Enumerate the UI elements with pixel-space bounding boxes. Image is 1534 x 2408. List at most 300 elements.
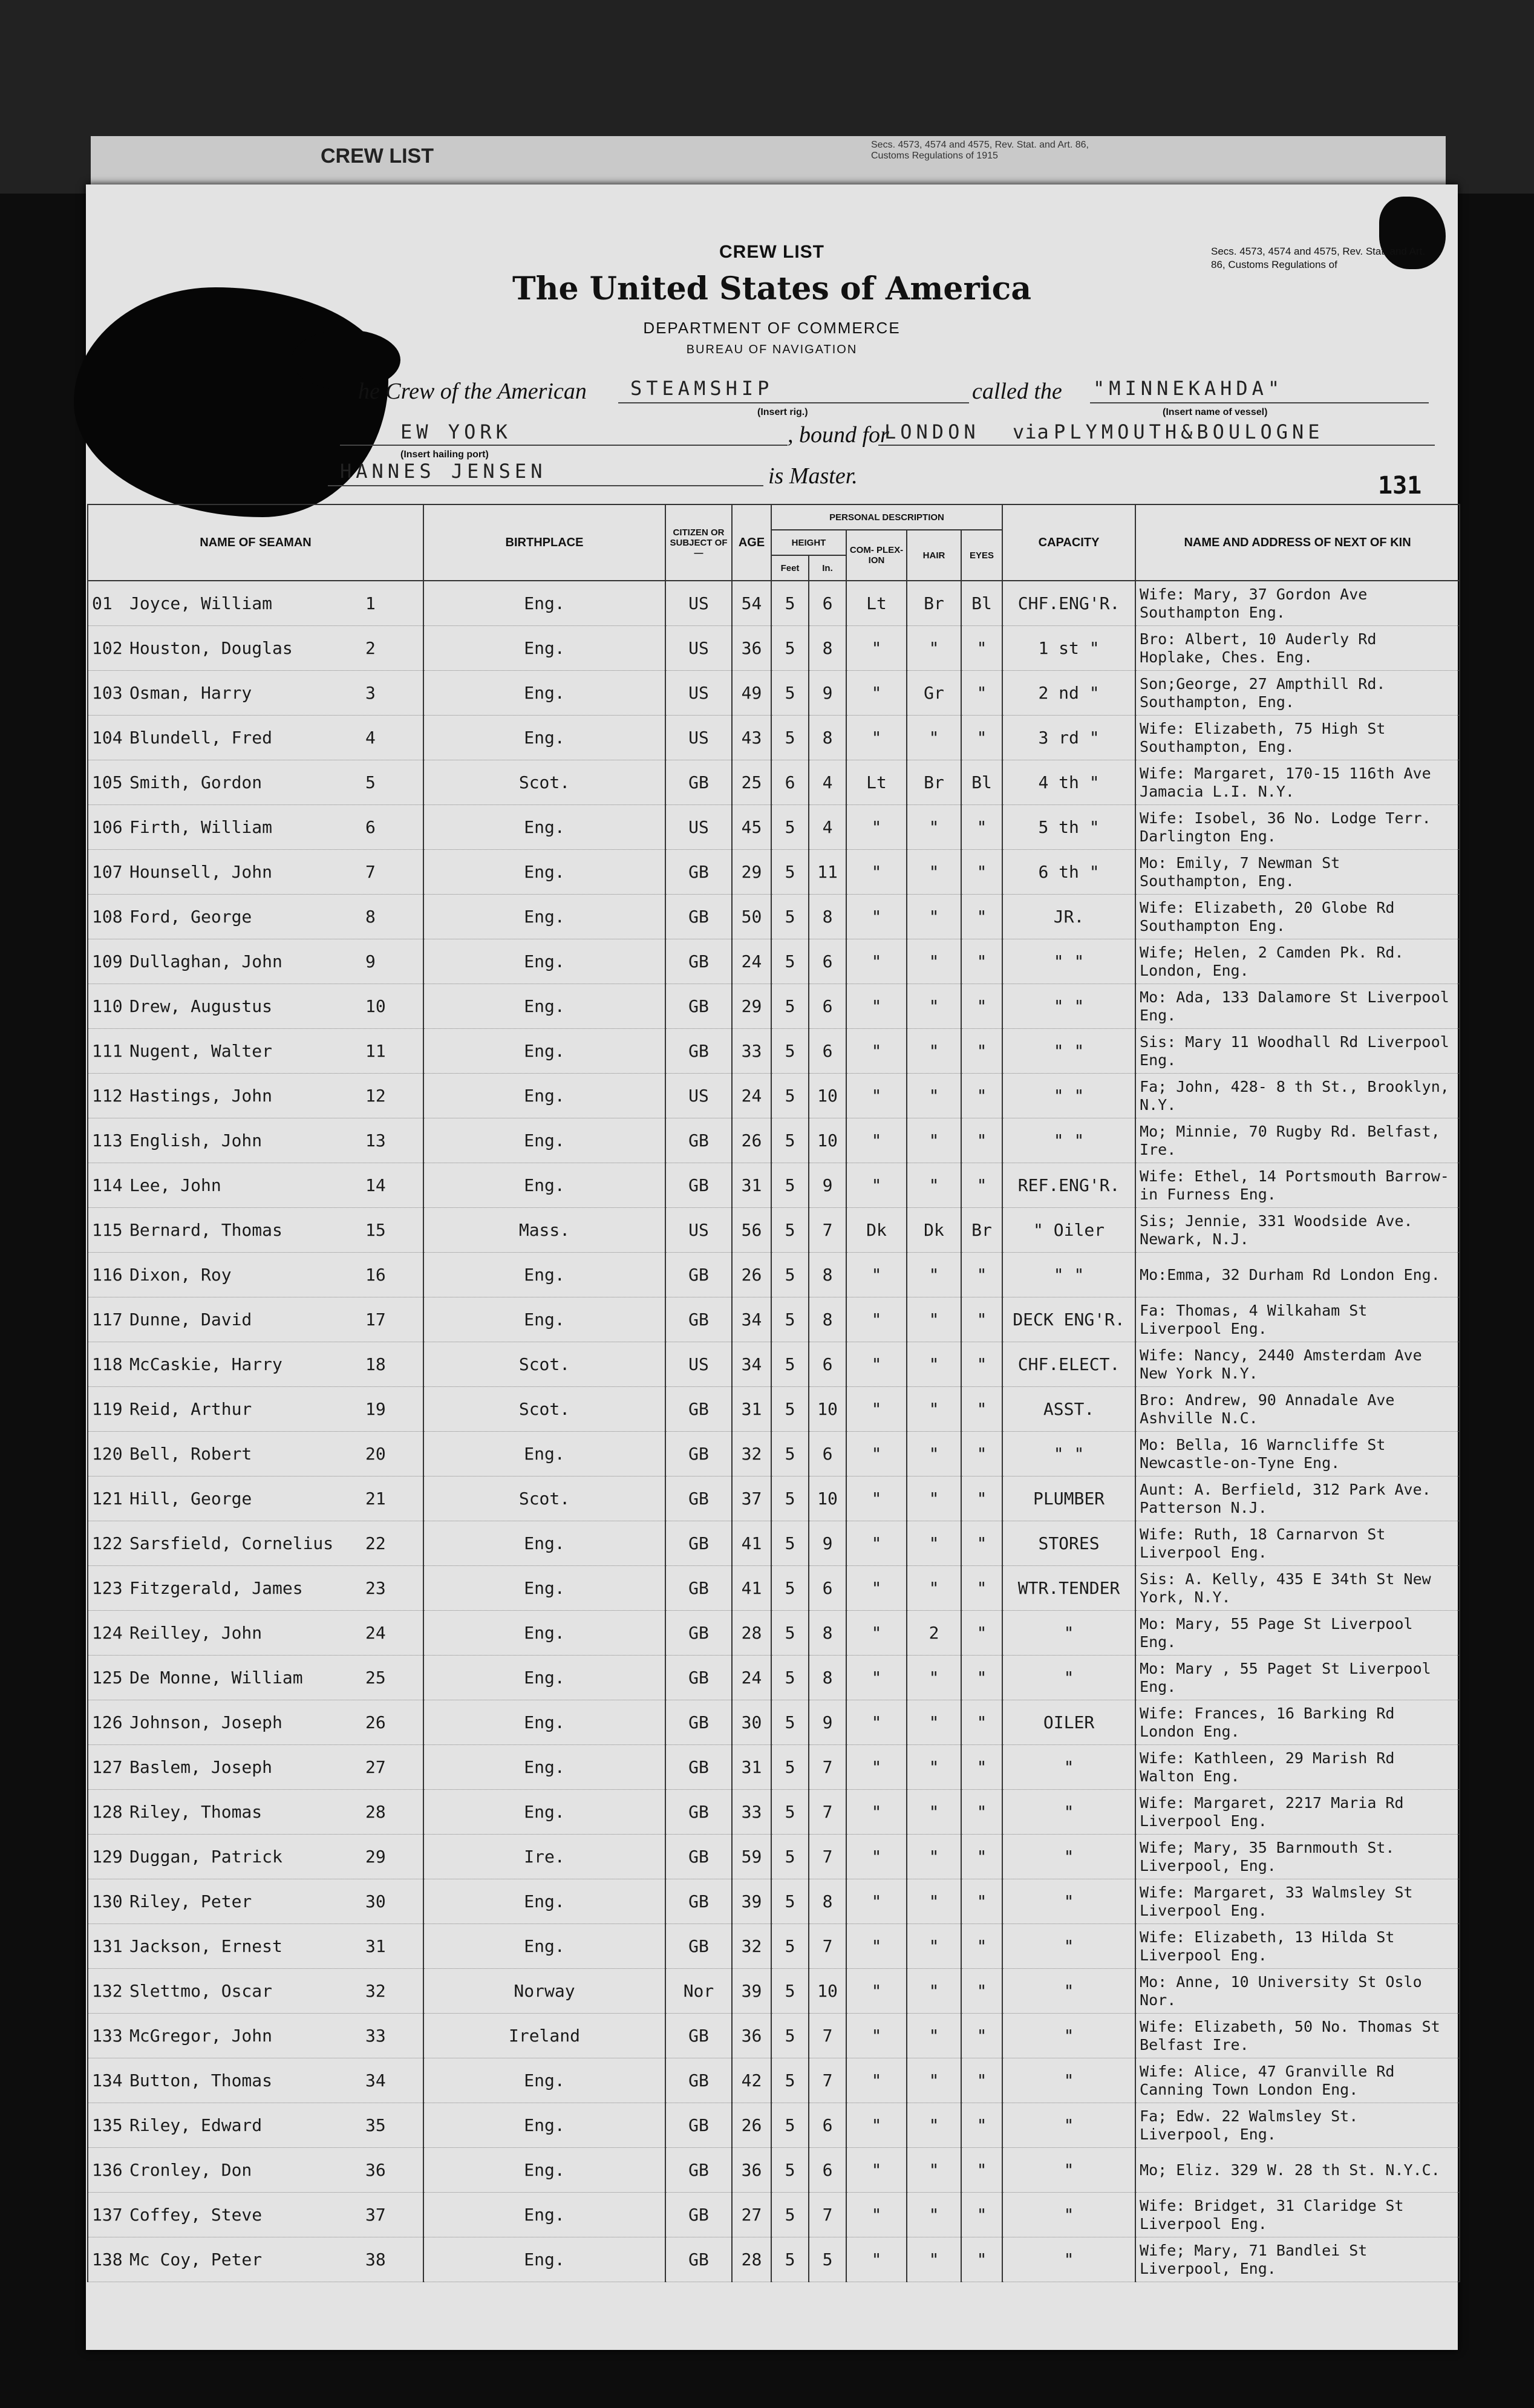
crew-age: 59	[732, 1835, 771, 1879]
crew-eyes: "	[961, 1118, 1002, 1163]
table-row	[88, 1611, 1460, 1656]
crew-citizen: GB	[665, 2058, 732, 2103]
crew-name	[88, 2014, 423, 2058]
crew-seq: 12	[365, 1086, 386, 1106]
crew-id: 135	[92, 2115, 123, 2135]
crew-name-text: Drew, Augustus	[129, 996, 273, 1016]
crew-id: 109	[92, 951, 123, 971]
crew-age: 26	[732, 2103, 771, 2148]
table-row	[88, 1879, 1460, 1924]
crew-seq: 10	[365, 996, 386, 1016]
crew-citizen: GB	[665, 1879, 732, 1924]
crew-height-inches: 8	[809, 1297, 846, 1342]
table-row	[88, 1029, 1460, 1074]
crew-name	[88, 1656, 423, 1700]
crew-citizen: US	[665, 671, 732, 716]
crew-height-inches: 6	[809, 581, 846, 626]
crew-height-inches: 8	[809, 1611, 846, 1656]
crew-next-of-kin: Mo; Minnie, 70 Rugby Rd. Belfast, Ire.	[1135, 1118, 1460, 1163]
crew-citizen: GB	[665, 850, 732, 895]
crew-next-of-kin: Mo: Mary , 55 Paget St Liverpool Eng.	[1135, 1656, 1460, 1700]
table-row	[88, 2014, 1460, 2058]
crew-complexion: "	[846, 1566, 907, 1611]
crew-id: 113	[92, 1131, 123, 1150]
crew-name-text: Hounsell, John	[129, 862, 273, 882]
crew-id: 130	[92, 1891, 123, 1911]
crew-seq: 21	[365, 1489, 386, 1509]
crew-name	[88, 1297, 423, 1342]
crew-age: 24	[732, 939, 771, 984]
table-row	[88, 805, 1460, 850]
page-number: 131	[1378, 472, 1422, 500]
crew-birthplace: Eng.	[423, 1432, 665, 1476]
crew-eyes: Bl	[961, 760, 1002, 805]
crew-name	[88, 760, 423, 805]
crew-id: 121	[92, 1489, 123, 1509]
header-height: HEIGHT	[771, 530, 846, 555]
crew-height-feet: 5	[771, 1969, 809, 2014]
table-row	[88, 1656, 1460, 1700]
crew-seq: 14	[365, 1175, 386, 1195]
crew-hair: "	[907, 1700, 961, 1745]
crew-capacity: " "	[1002, 939, 1135, 984]
crew-height-inches: 7	[809, 2193, 846, 2237]
crew-name	[88, 1700, 423, 1745]
crew-age: 49	[732, 671, 771, 716]
crew-citizen: GB	[665, 2103, 732, 2148]
crew-height-inches: 8	[809, 1656, 846, 1700]
crew-age: 34	[732, 1297, 771, 1342]
crew-height-feet: 5	[771, 716, 809, 760]
crew-seq: 11	[365, 1041, 386, 1061]
crew-hair: "	[907, 1656, 961, 1700]
crew-birthplace: Eng.	[423, 1297, 665, 1342]
crew-birthplace: Ireland	[423, 2014, 665, 2058]
crew-capacity: CHF.ELECT.	[1002, 1342, 1135, 1387]
crew-name	[88, 850, 423, 895]
crew-name-text: Riley, Peter	[129, 1891, 252, 1911]
crew-name	[88, 1432, 423, 1476]
crew-complexion: "	[846, 2103, 907, 2148]
crew-birthplace: Eng.	[423, 895, 665, 939]
crew-age: 29	[732, 984, 771, 1029]
crew-capacity: 6 th "	[1002, 850, 1135, 895]
statute-reference: Secs. 4573, 4574 and 4575, Rev. Stat. and Art. 86, Customs Regulations of	[1211, 246, 1426, 270]
crew-id: 01	[92, 593, 113, 613]
crew-next-of-kin: Sis: A. Kelly, 435 E 34th St New York, N.Y.	[1135, 1566, 1460, 1611]
crew-name	[88, 1924, 423, 1969]
crew-complexion: "	[846, 895, 907, 939]
crew-eyes: "	[961, 2014, 1002, 2058]
crew-height-inches: 8	[809, 716, 846, 760]
crew-birthplace: Eng.	[423, 1700, 665, 1745]
crew-eyes: "	[961, 1745, 1002, 1790]
table-row	[88, 1342, 1460, 1387]
crew-complexion: "	[846, 1297, 907, 1342]
crew-next-of-kin: Wife; Mary, 35 Barnmouth St. Liverpool, Eng.	[1135, 1835, 1460, 1879]
crew-citizen: GB	[665, 1476, 732, 1521]
crew-citizen: GB	[665, 1745, 732, 1790]
crew-citizen: GB	[665, 1297, 732, 1342]
crew-height-inches: 10	[809, 1074, 846, 1118]
crew-birthplace: Eng.	[423, 2193, 665, 2237]
crew-name	[88, 1566, 423, 1611]
crew-capacity: "	[1002, 1656, 1135, 1700]
crew-next-of-kin: Mo; Eliz. 329 W. 28 th St. N.Y.C.	[1135, 2148, 1460, 2193]
crew-name-text: McCaskie, Harry	[129, 1354, 282, 1374]
vessel-underline	[1090, 402, 1429, 403]
crew-id: 112	[92, 1086, 123, 1106]
crew-seq: 34	[365, 2070, 386, 2090]
vessel-value: "MINNEKAHDA"	[1093, 377, 1284, 400]
crew-name	[88, 1611, 423, 1656]
crew-complexion: "	[846, 1432, 907, 1476]
crew-capacity: STORES	[1002, 1521, 1135, 1566]
crew-name-text: Smith, Gordon	[129, 772, 263, 792]
table-row	[88, 1969, 1460, 2014]
film-strip-background	[0, 0, 1534, 194]
crew-height-inches: 8	[809, 1253, 846, 1297]
crew-name	[88, 2193, 423, 2237]
crew-next-of-kin: Sis: Mary 11 Woodhall Rd Liverpool Eng.	[1135, 1029, 1460, 1074]
crew-capacity: DECK ENG'R.	[1002, 1297, 1135, 1342]
crew-birthplace: Eng.	[423, 939, 665, 984]
crew-name-text: Reid, Arthur	[129, 1399, 252, 1419]
crew-capacity: " "	[1002, 1253, 1135, 1297]
crew-citizen: US	[665, 1342, 732, 1387]
crew-height-inches: 6	[809, 2148, 846, 2193]
crew-hair: "	[907, 1879, 961, 1924]
crew-height-inches: 8	[809, 626, 846, 671]
crew-citizen: US	[665, 626, 732, 671]
crew-height-feet: 5	[771, 1118, 809, 1163]
crew-citizen: GB	[665, 2237, 732, 2282]
table-row	[88, 626, 1460, 671]
crew-birthplace: Eng.	[423, 581, 665, 626]
crew-next-of-kin: Aunt: A. Berfield, 312 Park Ave. Patterson N.J.	[1135, 1476, 1460, 1521]
crew-birthplace: Eng.	[423, 2058, 665, 2103]
port-value: EW YORK	[400, 420, 512, 443]
crew-name-text: Riley, Thomas	[129, 1802, 263, 1822]
crew-seq: 30	[365, 1891, 386, 1911]
crew-hair: "	[907, 984, 961, 1029]
crew-name	[88, 1521, 423, 1566]
crew-age: 56	[732, 1208, 771, 1253]
crew-name	[88, 1029, 423, 1074]
crew-height-feet: 5	[771, 626, 809, 671]
crew-capacity: " "	[1002, 1118, 1135, 1163]
crew-next-of-kin: Wife: Elizabeth, 13 Hilda St Liverpool Eng.	[1135, 1924, 1460, 1969]
crew-height-feet: 5	[771, 2103, 809, 2148]
crew-age: 26	[732, 1118, 771, 1163]
crew-seq: 1	[365, 593, 376, 613]
crew-eyes: "	[961, 1074, 1002, 1118]
crew-hair: "	[907, 1476, 961, 1521]
crew-hair: "	[907, 2237, 961, 2282]
crew-list-sheet	[86, 184, 1458, 2350]
crew-name	[88, 939, 423, 984]
crew-capacity: "	[1002, 1879, 1135, 1924]
crew-complexion: "	[846, 850, 907, 895]
strip-crew-list-label: CREW LIST	[321, 145, 434, 168]
crew-name-text: Dixon, Roy	[129, 1265, 232, 1285]
crew-age: 39	[732, 1879, 771, 1924]
crew-birthplace: Eng.	[423, 2103, 665, 2148]
crew-id: 106	[92, 817, 123, 837]
crew-name-text: Duggan, Patrick	[129, 1847, 282, 1867]
table-row	[88, 581, 1460, 626]
crew-age: 41	[732, 1521, 771, 1566]
crew-name-text: Joyce, William	[129, 593, 273, 613]
crew-hair: "	[907, 1924, 961, 1969]
crew-citizen: GB	[665, 895, 732, 939]
crew-complexion: "	[846, 1745, 907, 1790]
crew-name-text: McGregor, John	[129, 2026, 273, 2046]
crew-citizen: GB	[665, 939, 732, 984]
crew-complexion: "	[846, 1611, 907, 1656]
crew-birthplace: Eng.	[423, 2148, 665, 2193]
crew-citizen: GB	[665, 1656, 732, 1700]
department-heading: DEPARTMENT OF COMMERCE	[643, 319, 901, 337]
crew-age: 29	[732, 850, 771, 895]
crew-height-feet: 5	[771, 1029, 809, 1074]
crew-height-inches: 6	[809, 939, 846, 984]
crew-name-text: Riley, Edward	[129, 2115, 263, 2135]
crew-age: 54	[732, 581, 771, 626]
crew-next-of-kin: Sis; Jennie, 331 Woodside Ave. Newark, N.J.	[1135, 1208, 1460, 1253]
crew-birthplace: Eng.	[423, 1118, 665, 1163]
table-row	[88, 1163, 1460, 1208]
crew-capacity: "	[1002, 1790, 1135, 1835]
table-row	[88, 939, 1460, 984]
crew-height-feet: 5	[771, 1611, 809, 1656]
crew-age: 36	[732, 626, 771, 671]
crew-hair: Dk	[907, 1208, 961, 1253]
crew-height-inches: 7	[809, 1790, 846, 1835]
crew-age: 36	[732, 2148, 771, 2193]
crew-eyes: "	[961, 671, 1002, 716]
crew-eyes: "	[961, 1790, 1002, 1835]
crew-next-of-kin: Wife: Nancy, 2440 Amsterdam Ave New York N.Y.	[1135, 1342, 1460, 1387]
header-complexion: COM- PLEX- ION	[846, 530, 907, 581]
crew-complexion: "	[846, 1700, 907, 1745]
crew-id: 129	[92, 1847, 123, 1867]
header-hair: HAIR	[907, 530, 961, 581]
crew-birthplace: Eng.	[423, 984, 665, 1029]
crew-next-of-kin: Bro: Albert, 10 Auderly Rd Hoplake, Ches. Eng.	[1135, 626, 1460, 671]
crew-next-of-kin: Wife: Margaret, 2217 Maria Rd Liverpool Eng.	[1135, 1790, 1460, 1835]
crew-complexion: Dk	[846, 1208, 907, 1253]
crew-height-feet: 5	[771, 2058, 809, 2103]
crew-birthplace: Scot.	[423, 1342, 665, 1387]
crew-citizen: Nor	[665, 1969, 732, 2014]
crew-id: 126	[92, 1712, 123, 1732]
crew-name-text: Osman, Harry	[129, 683, 252, 703]
crew-age: 30	[732, 1700, 771, 1745]
crew-id: 119	[92, 1399, 123, 1419]
crew-height-inches: 9	[809, 1700, 846, 1745]
crew-name-text: English, John	[129, 1131, 263, 1150]
crew-hair: 2	[907, 1611, 961, 1656]
crew-eyes: "	[961, 895, 1002, 939]
crew-id: 134	[92, 2070, 123, 2090]
crew-name-text: Ford, George	[129, 907, 252, 927]
crew-next-of-kin: Wife: Isobel, 36 No. Lodge Terr. Darlington Eng.	[1135, 805, 1460, 850]
crew-seq: 5	[365, 772, 376, 792]
crew-hair: "	[907, 1790, 961, 1835]
crew-height-inches: 10	[809, 1476, 846, 1521]
crew-name	[88, 1074, 423, 1118]
crew-next-of-kin: Fa; Edw. 22 Walmsley St. Liverpool, Eng.	[1135, 2103, 1460, 2148]
crew-id: 138	[92, 2250, 123, 2269]
crew-next-of-kin: Fa; John, 428- 8 th St., Brooklyn, N.Y.	[1135, 1074, 1460, 1118]
crew-height-feet: 5	[771, 1074, 809, 1118]
crew-eyes: "	[961, 1969, 1002, 2014]
crew-birthplace: Eng.	[423, 1521, 665, 1566]
crew-name-text: Cronley, Don	[129, 2160, 252, 2180]
crew-seq: 4	[365, 728, 376, 748]
crew-id: 128	[92, 1802, 123, 1822]
crew-name-text: Bernard, Thomas	[129, 1220, 282, 1240]
crew-name-text: Coffey, Steve	[129, 2205, 263, 2225]
crew-next-of-kin: Son;George, 27 Ampthill Rd. Southampton, Eng.	[1135, 671, 1460, 716]
crew-height-inches: 7	[809, 1208, 846, 1253]
crew-height-feet: 6	[771, 760, 809, 805]
crew-capacity: 2 nd "	[1002, 671, 1135, 716]
crew-complexion: "	[846, 2014, 907, 2058]
crew-birthplace: Eng.	[423, 1656, 665, 1700]
crew-complexion: "	[846, 626, 907, 671]
crew-next-of-kin: Wife: Frances, 16 Barking Rd London Eng.	[1135, 1700, 1460, 1745]
crew-seq: 2	[365, 638, 376, 658]
crew-complexion: "	[846, 805, 907, 850]
crew-hair: "	[907, 850, 961, 895]
crew-name	[88, 805, 423, 850]
crew-complexion: "	[846, 1029, 907, 1074]
crew-citizen: GB	[665, 1790, 732, 1835]
crew-height-feet: 5	[771, 2148, 809, 2193]
crew-hair: Br	[907, 760, 961, 805]
crew-name-text: Nugent, Walter	[129, 1041, 273, 1061]
crew-height-feet: 5	[771, 1342, 809, 1387]
crew-seq: 13	[365, 1131, 386, 1150]
crew-next-of-kin: Wife; Mary, 71 Bandlei St Liverpool, Eng.	[1135, 2237, 1460, 2282]
crew-capacity: 1 st "	[1002, 626, 1135, 671]
crew-name-text: Sarsfield, Cornelius	[129, 1533, 334, 1553]
crew-complexion: "	[846, 1387, 907, 1432]
crew-next-of-kin: Mo: Mary, 55 Page St Liverpool Eng.	[1135, 1611, 1460, 1656]
crew-next-of-kin: Wife: Ethel, 14 Portsmouth Barrow-in Furness Eng.	[1135, 1163, 1460, 1208]
crew-next-of-kin: Wife: Elizabeth, 50 No. Thomas St Belfast Ire.	[1135, 2014, 1460, 2058]
crew-eyes: "	[961, 850, 1002, 895]
crew-height-inches: 9	[809, 671, 846, 716]
crew-age: 31	[732, 1745, 771, 1790]
crew-eyes: "	[961, 805, 1002, 850]
crew-citizen: GB	[665, 2193, 732, 2237]
crew-name-text: Houston, Douglas	[129, 638, 293, 658]
crew-hair: "	[907, 895, 961, 939]
crew-birthplace: Norway	[423, 1969, 665, 2014]
crew-eyes: "	[961, 1387, 1002, 1432]
crew-next-of-kin: Mo: Emily, 7 Newman St Southampton, Eng.	[1135, 850, 1460, 895]
crew-age: 33	[732, 1029, 771, 1074]
crew-complexion: "	[846, 1118, 907, 1163]
crew-complexion: "	[846, 1342, 907, 1387]
crew-hair: Br	[907, 581, 961, 626]
crew-height-inches: 6	[809, 984, 846, 1029]
crew-height-inches: 11	[809, 850, 846, 895]
crew-citizen: US	[665, 716, 732, 760]
table-row	[88, 1835, 1460, 1879]
crew-name-text: Reilley, John	[129, 1623, 263, 1643]
crew-age: 25	[732, 760, 771, 805]
crew-eyes: "	[961, 1297, 1002, 1342]
crew-hair: "	[907, 1432, 961, 1476]
crew-id: 116	[92, 1265, 123, 1285]
crew-name-text: Lee, John	[129, 1175, 221, 1195]
crew-citizen: GB	[665, 760, 732, 805]
crew-age: 31	[732, 1163, 771, 1208]
crew-complexion: "	[846, 1790, 907, 1835]
crew-height-inches: 10	[809, 1118, 846, 1163]
crew-name	[88, 1835, 423, 1879]
crew-hair: "	[907, 2193, 961, 2237]
crew-complexion: "	[846, 1969, 907, 2014]
crew-citizen: GB	[665, 1253, 732, 1297]
crew-citizen: GB	[665, 1432, 732, 1476]
crew-id: 115	[92, 1220, 123, 1240]
crew-seq: 8	[365, 907, 376, 927]
crew-name	[88, 2103, 423, 2148]
crew-birthplace: Scot.	[423, 1387, 665, 1432]
crew-hair: "	[907, 1387, 961, 1432]
crew-hair: "	[907, 716, 961, 760]
crew-age: 28	[732, 1611, 771, 1656]
crew-eyes: "	[961, 716, 1002, 760]
crew-id: 105	[92, 772, 123, 792]
crew-complexion: "	[846, 716, 907, 760]
crew-complexion: "	[846, 1879, 907, 1924]
crew-eyes: "	[961, 1700, 1002, 1745]
crew-next-of-kin: Mo: Anne, 10 University St Oslo Nor.	[1135, 1969, 1460, 2014]
header-birthplace: BIRTHPLACE	[423, 504, 665, 581]
crew-eyes: "	[961, 1163, 1002, 1208]
crew-citizen: GB	[665, 1163, 732, 1208]
crew-birthplace: Eng.	[423, 1790, 665, 1835]
crew-name	[88, 2148, 423, 2193]
crew-height-inches: 6	[809, 1566, 846, 1611]
crew-seq: 33	[365, 2026, 386, 2046]
crew-name-text: Baslem, Joseph	[129, 1757, 273, 1777]
crew-height-feet: 5	[771, 850, 809, 895]
crew-name-text: Dullaghan, John	[129, 951, 282, 971]
crew-next-of-kin: Wife: Elizabeth, 75 High St Southampton, Eng.	[1135, 716, 1460, 760]
crew-birthplace: Ire.	[423, 1835, 665, 1879]
table-row	[88, 1432, 1460, 1476]
crew-next-of-kin: Wife: Margaret, 170-15 116th Ave Jamacia L.I. N.Y.	[1135, 760, 1460, 805]
crew-name-text: Blundell, Fred	[129, 728, 273, 748]
crew-hair: "	[907, 1074, 961, 1118]
crew-hair: "	[907, 939, 961, 984]
crew-seq: 6	[365, 817, 376, 837]
table-row	[88, 716, 1460, 760]
header-citizen: CITIZEN OR SUBJECT OF—	[665, 504, 732, 581]
crew-name	[88, 671, 423, 716]
table-row	[88, 850, 1460, 895]
crew-capacity: OILER	[1002, 1700, 1135, 1745]
crew-seq: 22	[365, 1533, 386, 1553]
crew-name-text: Dunne, David	[129, 1310, 252, 1330]
